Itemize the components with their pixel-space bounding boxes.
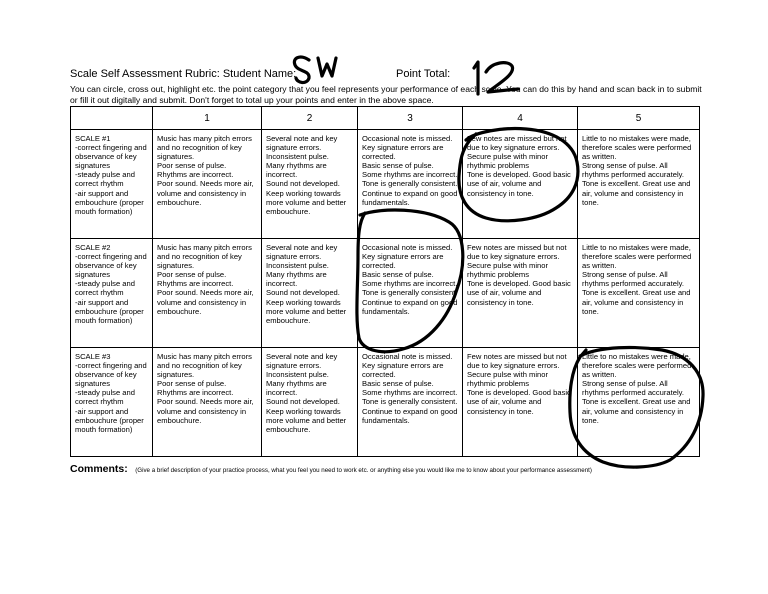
rubric-title: Scale Self Assessment Rubric: Student Name: [70, 68, 297, 80]
level-text: Occasional note is missed. Key signature errors are corrected. Basic sense of pulse. Some rhythms are incorrect. Tone is generally consistent. Continue to expand on good fundamentals. [362, 352, 458, 425]
comments-section [70, 459, 592, 477]
level-cell-4[interactable] [463, 348, 578, 457]
header-cell-1: 1 [153, 107, 262, 130]
level-cell-2[interactable] [262, 348, 358, 457]
level-cell-4[interactable] [463, 130, 578, 239]
criteria-cell [71, 348, 153, 457]
point-total-label: Point Total: [396, 68, 451, 80]
table-row-scale-2 [71, 239, 700, 348]
criteria-text: SCALE #2 -correct fingering and observance of key signatures -steady pulse and correct rhythm -air support and embouchure (proper mouth formation) [75, 243, 147, 325]
header-cell-5: 5 [578, 107, 700, 130]
comments-label: Comments: [70, 463, 128, 475]
level-cell-1[interactable] [153, 348, 262, 457]
level-cell-1[interactable] [153, 239, 262, 348]
comments-hint: (Give a brief description of your practice process, what you feel you need to work etc. or anything else you would like me to know about your performance assessment) [135, 467, 592, 474]
level-text: Occasional note is missed. Key signature errors are corrected. Basic sense of pulse. Some rhythms are incorrect. Tone is generally consistent. Continue to expand on good fundamentals. [362, 134, 458, 207]
level-text: Music has many pitch errors and no recognition of key signatures. Poor sense of pulse. Rhythms are incorrect. Poor sound. Needs more air, volume and consistency in embouchure. [157, 352, 254, 425]
level-text: Music has many pitch errors and no recognition of key signatures. Poor sense of pulse. Rhythms are incorrect. Poor sound. Needs more air, volume and consistency in embouchure. [157, 134, 254, 207]
header-row [71, 107, 700, 130]
level-text: Few notes are missed but not due to key signature errors. Secure pulse with minor rhythmic problems Tone is developed. Good basic use of air, volume and consistency in tone. [467, 243, 571, 307]
level-text: Several note and key signature errors. Inconsistent pulse. Many rhythms are incorrect. Sound not developed. Keep working towards more volume and better embouchure. [266, 243, 347, 325]
header-cell-3: 3 [358, 107, 463, 130]
level-text: Little to no mistakes were made, therefore scales were performed as written. Strong sense of pulse. All rhythms performed accurately. Tone is excellent. Great use and air, volume and consistency in tone. [582, 134, 692, 207]
level-text: Little to no mistakes were made, therefore scales were performed as written. Strong sense of pulse. All rhythms performed accurately. Tone is excellent. Great use and air, volume and consistency in tone. [582, 352, 692, 425]
level-cell-1[interactable] [153, 130, 262, 239]
level-text: Little to no mistakes were made, therefore scales were performed as written. Strong sense of pulse. All rhythms performed accurately. Tone is excellent. Great use and air, volume and consistency in tone. [582, 243, 692, 316]
criteria-cell [71, 239, 153, 348]
level-cell-3[interactable] [358, 130, 463, 239]
level-text: Few notes are missed but not due to key signature errors. Secure pulse with minor rhythmic problems Tone is developed. Good basic use of air, volume and consistency in tone. [467, 134, 571, 198]
level-cell-2[interactable] [262, 130, 358, 239]
criteria-cell [71, 130, 153, 239]
level-cell-2[interactable] [262, 239, 358, 348]
level-text: Several note and key signature errors. Inconsistent pulse. Many rhythms are incorrect. Sound not developed. Keep working towards more volume and better embouchure. [266, 134, 347, 216]
header-cell-2: 2 [262, 107, 358, 130]
level-text: Occasional note is missed. Key signature errors are corrected. Basic sense of pulse. Some rhythms are incorrect. Tone is generally consistent. Continue to expand on good fundamentals. [362, 243, 458, 316]
table-row-scale-3 [71, 348, 700, 457]
level-cell-4[interactable] [463, 239, 578, 348]
level-cell-3[interactable] [358, 239, 463, 348]
level-cell-5[interactable] [578, 239, 700, 348]
rubric-table [70, 106, 700, 457]
header-cell-blank [71, 107, 153, 130]
level-text: Few notes are missed but not due to key signature errors. Secure pulse with minor rhythmic problems Tone is developed. Good basic use of air, volume and consistency in tone. [467, 352, 571, 416]
level-cell-5[interactable] [578, 348, 700, 457]
instructions-text: You can circle, cross out, highlight etc. the point category that you feel represents your performance of each scale. You can do this by hand and scan back in to submit or fill it out digitally and submit. Don't forget to total up your points and enter in the above space. [70, 84, 702, 105]
level-text: Music has many pitch errors and no recognition of key signatures. Poor sense of pulse. Rhythms are incorrect. Poor sound. Needs more air, volume and consistency in embouchure. [157, 243, 254, 316]
header-cell-4: 4 [463, 107, 578, 130]
level-text: Several note and key signature errors. Inconsistent pulse. Many rhythms are incorrect. Sound not developed. Keep working towards more volume and better embouchure. [266, 352, 347, 434]
criteria-text: SCALE #3 -correct fingering and observance of key signatures -steady pulse and correct rhythm -air support and embouchure (proper mouth formation) [75, 352, 147, 434]
criteria-text: SCALE #1 -correct fingering and observance of key signatures -steady pulse and correct rhythm -air support and embouchure (proper mouth formation) [75, 134, 147, 216]
level-cell-3[interactable] [358, 348, 463, 457]
level-cell-5[interactable] [578, 130, 700, 239]
handwritten-student-name [294, 57, 336, 82]
table-row-scale-1 [71, 130, 700, 239]
